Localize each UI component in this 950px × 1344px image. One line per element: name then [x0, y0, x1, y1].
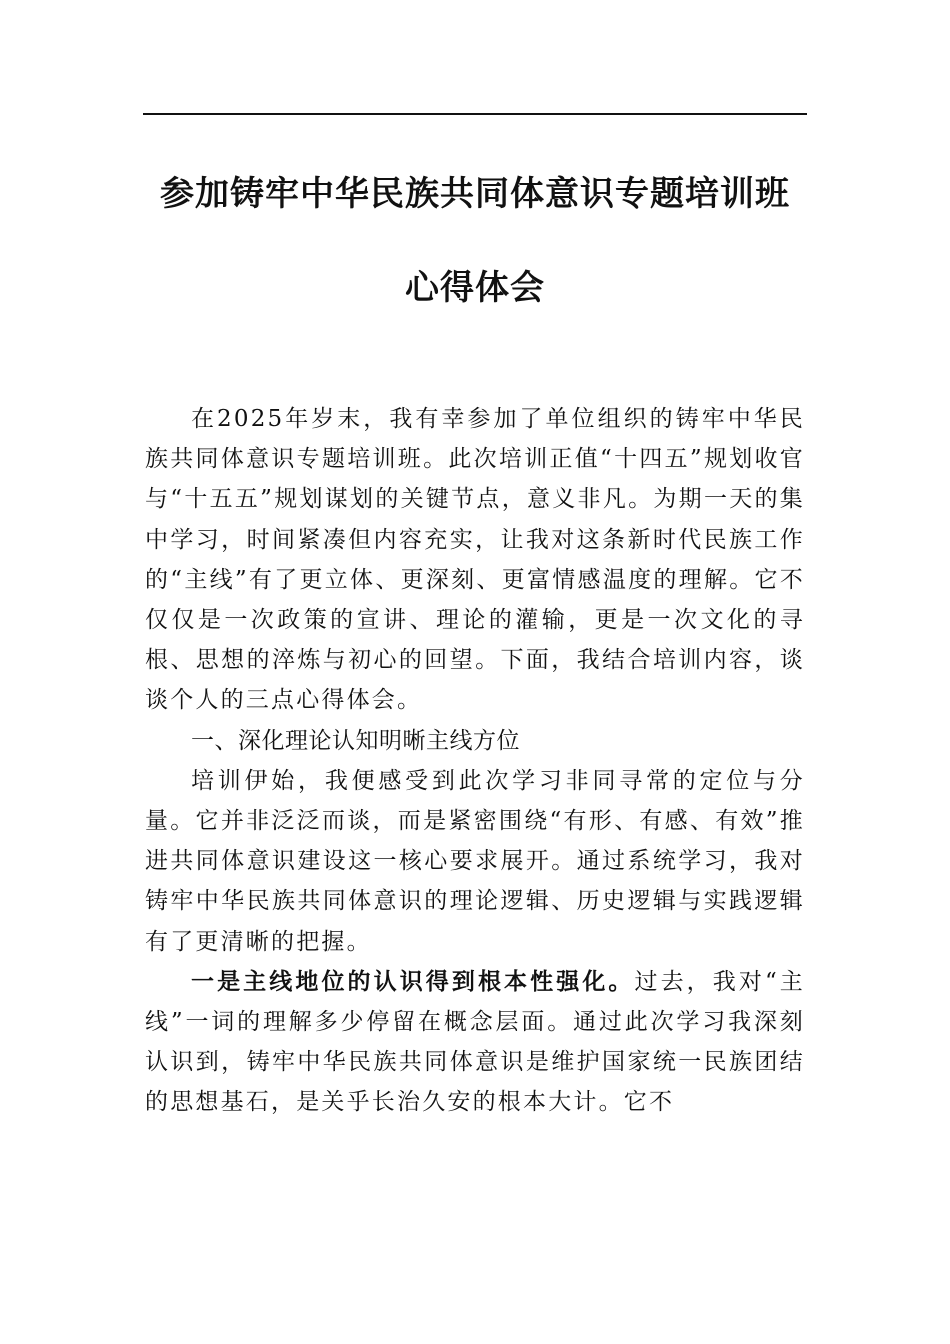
section-heading-1: 一、深化理论认知明晰主线方位 [191, 727, 520, 754]
section1-paragraph: 培训伊始，我便感受到此次学习非同寻常的定位与分量。它并非泛泛而谈，而是紧密围绕“有形、有感、有效”推进共同体意识建设这一核心要求展开。通过系统学习，我对铸牢中华民族共同体意识的理论逻辑、历史逻辑与实践逻辑有了更清晰的把握。 [145, 767, 805, 955]
document-title-line2: 心得体会 [405, 268, 545, 308]
point1-lead: 一是主线地位的认识得到根本性强化。 [191, 967, 635, 995]
header-rule [143, 113, 807, 115]
point1-paragraph [145, 962, 805, 1123]
intro-paragraph: 在2025年岁末，我有幸参加了单位组织的铸牢中华民族共同体意识专题培训班。此次培训正值“十四五”规划收官与“十五五”规划谋划的关键节点，意义非凡。为期一天的集中学习，时间紧凑但内容充实，让我对这条新时代民族工作的“主线”有了更立体、更深刻、更富情感温度的理解。它不仅仅是一次政策的宣讲、理论的灌输，更是一次文化的寻根、思想的淬炼与初心的回望。下面，我结合培训内容，谈谈个人的三点心得体会。 [145, 406, 805, 714]
point1-text: 过去，我对“主线”一词的理解多少停留在概念层面。通过此次学习我深刻认识到，铸牢中华民族共同体意识是维护国家统一民族团结的思想基石，是关乎长治久安的根本大计。它不 [145, 968, 805, 1116]
document-body [145, 399, 805, 1123]
document-title-line1: 参加铸牢中华民族共同体意识专题培训班 [160, 174, 790, 214]
